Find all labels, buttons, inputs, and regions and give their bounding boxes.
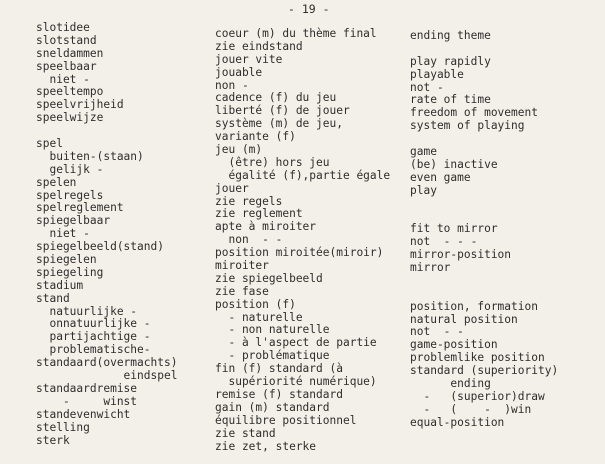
english-term-entry: (be) inactive xyxy=(410,157,498,171)
english-term-entry: mirror-position xyxy=(410,248,512,262)
english-term-entry: play xyxy=(410,183,437,197)
english-term-entry xyxy=(410,198,558,211)
french-term-entry: jouer xyxy=(215,181,249,195)
english-term-entry xyxy=(410,43,558,56)
dutch-term-entry: spiegelbaar xyxy=(36,214,111,228)
dutch-term-entry: buiten-(staan) xyxy=(36,149,144,163)
french-term-entry: remise (f) standard xyxy=(215,387,343,401)
french-term-entry: apte à miroiter xyxy=(215,220,317,234)
dutch-term-entry: stelling xyxy=(36,420,90,434)
english-term-entry: ending xyxy=(410,377,491,391)
dutch-term-entry: gelijk - xyxy=(36,162,104,176)
english-term-entry: not - - xyxy=(410,325,464,339)
french-term-entry: zie zet, sterke xyxy=(215,439,317,453)
english-term-entry: standard (superiority) xyxy=(410,364,559,378)
dutch-term-entry: eindspel xyxy=(36,369,178,383)
french-term-entry: position miroitée(miroir) xyxy=(215,246,384,260)
dutch-term-entry: stand xyxy=(36,291,70,305)
dutch-term-entry: standevenwicht xyxy=(36,407,131,421)
french-term-entry: miroiter xyxy=(215,259,269,273)
dutch-term-entry: standaard(overmachts) xyxy=(36,356,178,370)
english-term-entry: play rapidly xyxy=(410,54,491,68)
dutch-term-entry: slotstand xyxy=(36,33,97,47)
english-term-entry: freedom of movement xyxy=(410,106,538,120)
french-term-entry: liberté (f) de jouer xyxy=(215,104,350,118)
dutch-term-entry: speeltempo xyxy=(36,85,104,99)
dutch-term-entry: partijachtige - xyxy=(36,330,151,344)
english-term-entry: rate of time xyxy=(410,93,491,107)
french-term-entry: cadence (f) du jeu xyxy=(215,91,337,105)
french-term-entry: équilibre positionnel xyxy=(215,413,357,427)
dutch-term-entry: problematische- xyxy=(36,343,151,357)
dutch-term-entry: standaardremise xyxy=(36,381,138,395)
english-term-entry xyxy=(410,288,558,301)
dutch-term-entry: speelwijze xyxy=(36,111,104,125)
french-term-entry: zie reglement xyxy=(215,207,303,221)
french-term-entry: - à l'aspect de partie xyxy=(215,336,377,350)
dutch-term-entry: natuurlijke - xyxy=(36,304,138,318)
french-term-entry: zie spiegelbeeld xyxy=(215,271,323,285)
dutch-term-entry: sneldammen xyxy=(36,46,104,60)
dutch-term-entry: slotidee xyxy=(36,21,90,34)
french-term-entry: position (f) xyxy=(215,297,296,311)
english-term-entry: natural position xyxy=(410,312,518,326)
english-term-entry: not - - - xyxy=(410,235,478,249)
english-term-entry: fit to mirror xyxy=(410,222,498,236)
english-term-entry: playable xyxy=(410,67,464,81)
french-term-entry: variante (f) xyxy=(215,130,296,144)
dutch-term-entry: - winst xyxy=(36,394,138,408)
french-term-entry: supériorité numérique) xyxy=(215,375,377,389)
english-term-entry: mirror xyxy=(410,261,451,275)
english-term-entry: game xyxy=(410,145,437,159)
french-term-entry: zie eindstand xyxy=(215,39,303,53)
french-term-entry: zie fase xyxy=(215,284,269,298)
french-term-entry: - problématique xyxy=(215,349,330,363)
english-term-entry: not - xyxy=(410,80,444,94)
dutch-term-entry: onnatuurlijke - xyxy=(36,317,151,331)
dutch-term-entry: speelvrijheid xyxy=(36,98,124,112)
french-term-entry: fin (f) standard (à xyxy=(215,362,343,376)
french-term-entry: non - - xyxy=(215,233,283,247)
page-number: - 19 - xyxy=(288,2,330,16)
french-term-entry: - non naturelle xyxy=(215,323,330,337)
french-term-entry: coeur (m) du thème final xyxy=(215,27,377,40)
english-terms-column xyxy=(410,30,558,430)
french-term-entry: gain (m) standard xyxy=(215,400,330,414)
dutch-term-entry: speelbaar xyxy=(36,59,97,73)
english-term-entry: position, formation xyxy=(410,299,538,313)
english-term-entry: - (superior)draw xyxy=(410,389,545,403)
french-term-entry: - naturelle xyxy=(215,310,303,324)
english-term-entry: ending theme xyxy=(410,29,491,42)
french-term-entry: égalité (f),partie égale xyxy=(215,168,391,182)
dutch-term-entry: spelregels xyxy=(36,188,104,202)
dutch-term-entry: stadium xyxy=(36,278,84,292)
dutch-term-entry: niet - xyxy=(36,227,90,241)
dutch-term-entry: spiegelen xyxy=(36,253,97,267)
dutch-term-entry: sterk xyxy=(36,433,70,447)
french-terms-column xyxy=(215,28,390,453)
dutch-term-entry: spelreglement xyxy=(36,201,124,215)
french-term-entry: zie stand xyxy=(215,426,276,440)
french-term-entry: jeu (m) xyxy=(215,143,263,157)
english-term-entry: game-position xyxy=(410,338,498,352)
english-term-entry: equal-position xyxy=(410,415,505,429)
dutch-terms-column xyxy=(36,22,177,447)
dutch-term-entry: spiegelbeeld(stand) xyxy=(36,240,164,254)
dutch-term-entry: spelen xyxy=(36,175,77,189)
dutch-term-entry: niet - xyxy=(36,72,90,86)
french-term-entry: (être) hors jeu xyxy=(215,155,330,169)
french-term-entry: jouable xyxy=(215,65,263,79)
dutch-term-entry: spel xyxy=(36,137,63,151)
english-term-entry xyxy=(410,275,558,288)
french-term-entry: zie regels xyxy=(215,194,283,208)
english-term-entry: even game xyxy=(410,170,471,184)
french-term-entry: système (m) de jeu, xyxy=(215,117,343,131)
dutch-term-entry: spiegeling xyxy=(36,265,104,279)
english-term-entry: system of playing xyxy=(410,119,525,133)
french-term-entry: jouer vite xyxy=(215,52,283,66)
french-term-entry: non - xyxy=(215,78,249,92)
english-term-entry: problemlike position xyxy=(410,351,545,365)
english-term-entry: - ( - )win xyxy=(410,402,532,416)
